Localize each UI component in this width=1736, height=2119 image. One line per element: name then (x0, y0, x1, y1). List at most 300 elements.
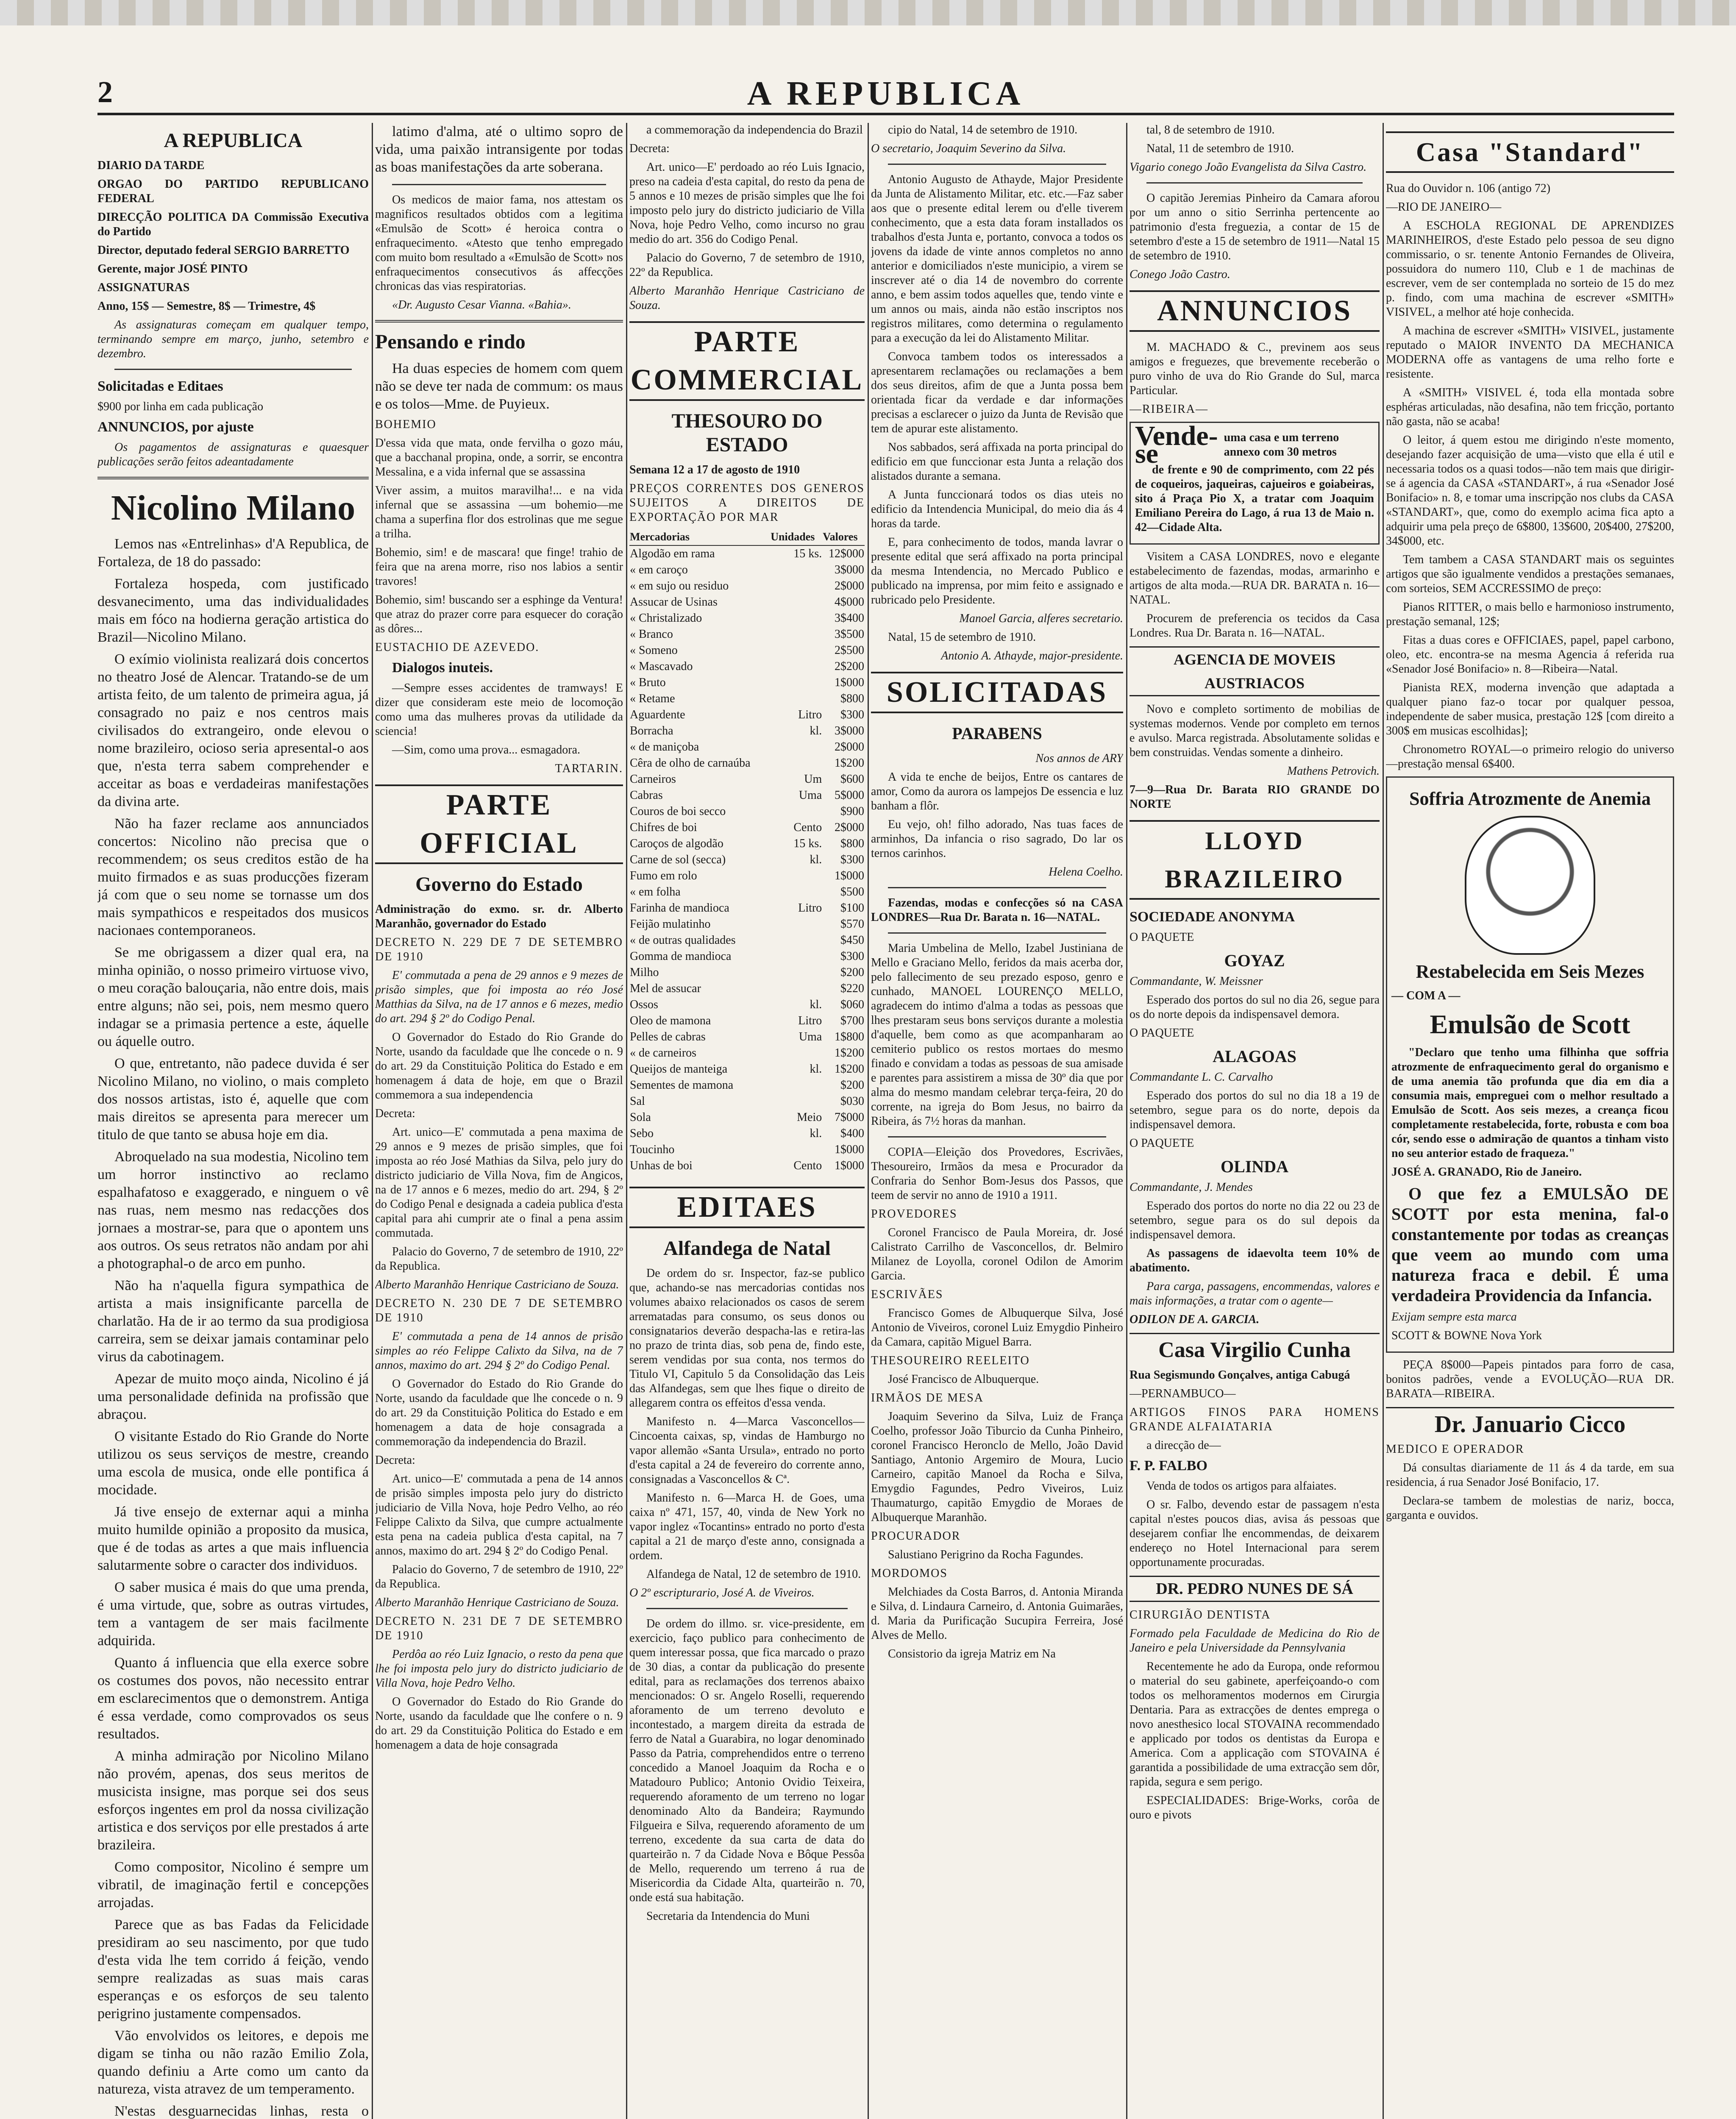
article-paragraph: Já tive ensejo de externar aqui a minha muito humilde opinião a proposito da musica, que é de todas as artes a que mais influencia salutarmente sobre o caracter dos individuos. (97, 1504, 369, 1573)
cell-goods: « Someno (630, 644, 678, 657)
edict-place: Secretaria da Intendencia do Muni (646, 1910, 810, 1923)
cell-value: $030 (840, 1095, 864, 1108)
cell-goods: « Branco (630, 628, 673, 641)
cell-unit: 15 ks. (793, 837, 822, 850)
ship-commander: Commandante L. C. Carvalho (1130, 1071, 1273, 1084)
edict-paragraph: De ordem do sr. Inspector, faz-se publico que, achando-se nas mercadorias contidas nos volumes abaixo relacionados os casos de serem arrematadas para consumo, os seus donos ou consignatarios deverão despacha-las e retira-las no prazo de trinta dias, sob pena de, findo este, serem vendidas por sua conta, nos termos do Titulo VI, Capitulo 5 da Consolidação das Leis das Alfandegas, sem que lhes fique o direito de allegarem contra os effeitos d'essa venda. (629, 1267, 865, 1410)
cell-goods: Algodão em rama (630, 547, 715, 560)
cell-unit (770, 562, 822, 578)
cell-unit: kl. (810, 998, 822, 1011)
cell-value: 3$500 (835, 628, 864, 641)
edict-signature: Manoel Garcia, alferes secretario. (959, 612, 1123, 625)
ad-body: ESPECIALIDADES: Brige-Works, corôa de ouro e pivots (1130, 1794, 1380, 1821)
poem-stanza: Viver assim, a muitos maravilha!... e na vida infernal que se assassina —um bohemio—me chama a superfina flor dos estrolinas que me segue a trilha. (375, 484, 623, 540)
table-row (629, 852, 865, 868)
ad-brand: Emulsão de Scott (1430, 1009, 1630, 1039)
edict-paragraph: De ordem do illmo. sr. vice-presidente, em exercicio, faço publico para conhecimento de quem interessar possa, que fica marcado o prazo de 30 dias, a contar da publicação do presente edital, para as reclamações dos terrenos abaixo mencionados: O sr. Angelo Roselli, requerendo aforamento de um terreno devoluto e incontestado, a margem direita da estrada de ferro de Natal a Guarabira, no logar denominado Passo da Patria, comprehendidos entre o terreno concedido a Manoel Joaquim da Rocha e o Matadouro Publico; Antonio Ovidio Teixeira, requerendo aforamento de um terreno no logar denominado Alto da Bandeira; Raymundo Filgueira e Silva, requerendo aforamento de um terreno, excedente da sua carta de data do quarteirão n. 7 da Cidade Nova e Bôque Pessôa de Mello, requerendo um terreno á rua de Misericordia da Cidade Alta, quarteirão n. 70, onde está sua habitação. (629, 1617, 865, 1904)
table-row (629, 642, 865, 659)
cell-unit (770, 1142, 822, 1158)
column-3 (629, 123, 865, 2119)
poem-author: Helena Coelho. (1049, 865, 1123, 879)
edict-place: cipio do Natal, 14 de setembro de 1910. (888, 123, 1078, 136)
cell-unit: Litro (798, 901, 822, 915)
article-paragraph: Se me obrigassem a dizer qual era, na minha opinião, o nosso primeiro virtuose vivo, o meu coração balouçaria, não entre dois, mais entre alguns; não sei, pois, nem mesmo quero indagar se a primasia pertence a este, áquelle ou áquelle outro. (97, 945, 369, 1049)
cell-value: 1$200 (835, 1062, 864, 1076)
group-heading: PROVEDORES (871, 1207, 957, 1221)
ad-machado: M. MACHADO & C., previnem aos seus amigos e freguezes, que brevemente receberão o puro vinho de uva do Rio Grande do Sul, marca Particular. (1130, 341, 1380, 397)
article-paragraph: O exímio violinista realizará dois concertos no theatro José de Alencar. Tratando-se de um artista feito, de um talento de primeira agua, já consagrado no paiz e nos centros mais civilisados do extrangeiro, onde elevou o nome brazileiro, ocioso seria apresental-o aos que, n'esta terra sabem comprehender e acceitar as boas e verdadeiras manifestações da divina arte. (97, 651, 369, 809)
ad-body: A ESCHOLA REGIONAL DE APRENDIZES MARINHEIROS, d'este Estado pelo pessoa de seu digno commissario, o sr. tenente Antonio Fernandes de Oliveira, possuidora do numero 110, Club e 1 de machinas de escrever, vem de ser contemplada no sorteio de 15 do mez p. findo, com uma machina de escrever «SMITH» VISIVEL, a melhor até hoje conhecida. (1386, 219, 1674, 319)
cell-value: 1$000 (835, 676, 864, 689)
decree-article: Art. unico—E' commutada a pena maxima de 29 annos e 9 mezes de prisão simples, que foi imposta ao réo José Mathias da Silva, pelo jury do districto judiciario de Villa Nova, fim de Angicos, na de 17 annos e 6 mezes, medio do art. 294, § 2º do Codigo Penal e designada a cadeia publica d'esta capital para ahi cumprir ate o final a pena assim commutada. (375, 1126, 623, 1240)
cell-value: $600 (840, 773, 864, 786)
ship-commander: Commandante, W. Meissner (1130, 975, 1263, 988)
cell-goods: Ossos (630, 998, 658, 1011)
poem-stanza: Bohemio, sim! buscando ser a esphinge da Ventura! que atraz do prazer corre para esquecer do coração as dôres... (375, 593, 623, 635)
dialog-title: Dialogos inuteis. (392, 660, 493, 676)
ad-headline: AGENCIA DE MOVEIS AUSTRIACOS (1130, 646, 1380, 696)
ad-address: Rua Segismundo Gonçalves, antiga Cabugá (1130, 1368, 1350, 1382)
table-row (629, 804, 865, 820)
column-4 (871, 123, 1123, 2119)
cell-value: 3$000 (835, 724, 864, 737)
group-heading: MORDOMOS (871, 1567, 948, 1580)
passage-note: Para carga, passagens, encommendas, valores e mais informações, a tratar com o agente— (1130, 1280, 1380, 1307)
cell-unit (770, 626, 822, 642)
cell-goods: Couros de boi secco (630, 805, 726, 818)
edict-paragraph: Convoca tambem todos os interessados a apresentarem reclamações ou reclamações a bem dos seus direitos, afim de que a Junta possa bem orientada ficar da verdade e dar informações precisas a esclarecer o juizo da Junta de Revisão que tem de apurar este alistamento. (871, 350, 1123, 435)
cell-value: 4$000 (835, 595, 864, 609)
cell-goods: Pelles de cabras (630, 1030, 706, 1043)
cell-unit (770, 675, 822, 691)
cell-goods: Aguardente (630, 708, 685, 721)
decree-signature: Alberto Maranhão Henrique Castriciano de Souza. (375, 1596, 619, 1609)
dialog-author: TARTARIN. (555, 762, 623, 775)
names-list: Salustiano Perigrino da Rocha Fagundes. (888, 1548, 1084, 1561)
paper-title: A REPUBLICA (164, 129, 303, 152)
cell-goods: Borracha (630, 724, 673, 737)
decreta-label: Decreta: (375, 1454, 415, 1467)
cell-unit (770, 578, 822, 594)
paper-subtitle: DIARIO DA TARDE (97, 159, 205, 172)
cell-value: 3$400 (835, 612, 864, 625)
director-line: Director, deputado federal SERGIO BARRETTO (97, 244, 350, 257)
edict-place: Natal, 15 de setembro de 1910. (888, 631, 1036, 644)
table-row (629, 659, 865, 675)
section-title: PARTE OFFICIAL (375, 784, 623, 864)
cell-value: $300 (840, 853, 864, 866)
cell-unit (770, 932, 822, 948)
divider (1146, 182, 1363, 184)
article-paragraph: Quanto á influencia que ella exerce sobre os costumes dos povos, não necessito entrar em esclarecimentos que o demonstrem. Antiga é essa verdade, como comprovados os seus resultados. (97, 1655, 369, 1742)
ad-items: ARTIGOS FINOS PARA HOMENS GRANDE ALFAIATARIA (1130, 1406, 1380, 1433)
column-2 (375, 123, 623, 2119)
table-row (629, 981, 865, 997)
table-header: Valores (822, 529, 865, 545)
column-1 (97, 123, 369, 2119)
names-list: José Francisco de Albuquerque. (888, 1373, 1039, 1386)
ad-city: —PERNAMBUCO— (1130, 1387, 1236, 1400)
ad-headline: Vende-se (1135, 420, 1218, 469)
column-rule (1383, 123, 1384, 2119)
decreta-label: Decreta: (629, 142, 670, 155)
cell-unit: kl. (810, 1062, 822, 1076)
cell-value: $400 (840, 1127, 864, 1140)
ads-note: Os pagamentos de assignaturas e quaesquer publicações serão feitos adeantadamente (97, 441, 369, 468)
decree-signature: Alberto Maranhão Henrique Castriciano de Souza. (375, 1278, 619, 1291)
table-row (629, 739, 865, 755)
table-row (629, 916, 865, 932)
poem-author: EUSTACHIO DE AZEVEDO. (375, 641, 540, 654)
cell-unit: Litro (798, 708, 822, 721)
divider (888, 932, 1106, 934)
cell-goods: « Bruto (630, 676, 666, 689)
group-heading: PROCURADOR (871, 1529, 961, 1543)
cell-goods: Carne de sol (secca) (630, 853, 726, 866)
page-number: 2 (97, 75, 113, 109)
names-list: Consistorio da igreja Matriz em Na (888, 1647, 1056, 1660)
cell-unit: Litro (798, 1014, 822, 1027)
table-row (629, 1013, 865, 1029)
ad-body: O leitor, á quem estou me dirigindo n'este momento, desejando fazer acquisição de uma—visto que ella é util e necessaria todos os a quasi todos—não tem mais que dirigir-se á agencia da CASA «STANDART», á rua «Senador José Bonifacio» n. 8, e tomar uma inscripção nos clubs da CASA «STANDART», que, como do exemplo acima fica apto a adquirir uma pela preço de 6$800, 13$600, 20$400, 27$200, 34$000, etc. (1386, 434, 1674, 548)
cell-unit (770, 594, 822, 610)
edict-paragraph: Manifesto n. 4—Marca Vasconcellos—Cincoenta caixas, sp, vindas de Hamburgo no vapor allemão «Santa Ursula», entrado no porto d'esta capital a 24 de fevereiro do corrente anno, consignadas a Vasconcellos & Cª. (629, 1415, 865, 1486)
table-header: Mercadorias (629, 529, 770, 545)
edict-paragraph: Manifesto n. 6—Marca H. de Goes, uma caixa nº 471, 157, 40, vinda de New York no vapor inglez «Tocantins» entrado no porto d'esta capital a 21 de março d'este anno, consignada a ordem. (629, 1491, 865, 1562)
divider (392, 184, 606, 185)
ad-testimonial-signature: JOSÉ A. GRANADO, Rio de Janeiro. (1391, 1165, 1582, 1179)
cell-unit: Um (804, 773, 822, 786)
cell-unit (770, 884, 822, 900)
table-row (629, 1093, 865, 1110)
cell-unit (770, 1045, 822, 1061)
cell-goods: Fumo em rolo (630, 869, 697, 882)
divider (646, 1608, 848, 1609)
scan-top-edge (0, 0, 1736, 25)
ad-headline: Casa "Standard" (1386, 131, 1674, 173)
table-row (629, 884, 865, 900)
cell-unit (770, 1077, 822, 1093)
article-paragraph: N'estas desguarnecidas linhas, resta o (114, 2103, 369, 2119)
ad-casa-londres: Procurem de preferencia os tecidos da Casa Londres. Rua Dr. Barata n. 16—NATAL. (1130, 612, 1380, 640)
cell-value: 7$000 (835, 1111, 864, 1124)
decree-place: Palacio do Governo, 7 de setembro de 1910, 22º da Republica. (629, 251, 865, 279)
section-title: EDITAES (629, 1187, 865, 1228)
ad-body: Novo e completo sortimento de mobilias de systemas modernos. Vende por completo em ternos e avulso. Marca registrada. Absolutamente solidas e bem construidas. Vendas somente a dinheiro. (1130, 703, 1380, 759)
ad-body: Pianos RITTER, o mais bello e harmonioso instrumento, prestação semanal, 12$; (1386, 601, 1674, 628)
poem-stanza: Bohemio, sim! e de mascara! que finge! trahio de feira que na arena morre, riso nos labios a sentir travores! (375, 546, 623, 588)
table-row (629, 900, 865, 916)
ad-testimonial: "Declaro que tenho uma filhinha que soffria atrozmente de enfraquecimento geral do organismo e de uma anemia tão profunda que dia em dia a consumia mais, empreguei com o melhor resultado a Emulsão de Scott. Aos seis mezes, a creança ficou completamente restabelecida, forte, robusta e com boa cór, sendo esse o admiração de quantos a tinham visto no seu anterior estado de fraqueza." (1391, 1046, 1669, 1160)
column-rule (1126, 123, 1127, 2119)
article-title: Nicolino Milano (111, 488, 356, 528)
administration-line: Administração do exmo. sr. dr. Alberto Maranhão, governador do Estado (375, 903, 623, 930)
table-row (629, 691, 865, 707)
table-row (629, 1077, 865, 1093)
cell-value: 1$200 (835, 756, 864, 770)
ad-subhead: Formado pela Faculdade de Medicina do Rio de Janeiro e pela Universidade da Pennsylvania (1130, 1627, 1380, 1655)
cell-unit (770, 965, 822, 981)
cell-goods: Cêra de olho de carnaúba (630, 756, 751, 770)
cell-unit (770, 804, 822, 820)
ship-label: O PAQUETE (1130, 1026, 1194, 1040)
ad-connector: — COM A — (1391, 989, 1461, 1002)
section-title: PARTE COMMERCIAL (629, 321, 865, 401)
table-row (629, 868, 865, 884)
column-rule (868, 123, 869, 2119)
article-paragraph: Vão envolvidos os leitores, e depois me digam se tinha ou não razão Emilio Zola, quando definiu a Arte como um canto da natureza, vista atravez de um temperamento. (97, 2028, 369, 2097)
ad-subhead: SOCIEDADE ANONYMA (1130, 909, 1295, 925)
cell-value: 1$000 (835, 1159, 864, 1172)
cell-unit: Cento (793, 1159, 822, 1172)
decree-body: O Governador do Estado do Rio Grande do Norte, usando da faculdade que lhe concede o n. 9 do art. 29 da Constituição Politica do Estado e em homenagem á data de hoje, em que o Brazil commemora a sua independencia (375, 1031, 623, 1101)
decree-body: O Governador do Estado do Rio Grande do Norte, usando da faculdade que lhe concede o n. 9 do art. 29 da Constituição Politica do Estado e em homenagem a data de hoje consagrada a commemoração da independencia do Brazil. (375, 1377, 623, 1448)
notice-place: Natal, 11 de setembro de 1910. (1146, 142, 1294, 155)
edict-signature: O secretario, Joaquim Severino da Silva. (871, 142, 1066, 155)
cell-value: $200 (840, 966, 864, 979)
decree-summary: E' commutada a pena de 29 annos e 9 mezes de prisão simples, que foi imposta ao réo José Matthias da Silva, na de 17 annos e 6 mezes, medio do art. 294 § 2º do Codigo Penal. (375, 969, 623, 1025)
divider (375, 320, 623, 323)
decree-title: DECRETO N. 229 DE 7 DE SETEMBRO DE 1910 (375, 936, 623, 963)
article-paragraph: O saber musica é mais do que uma prenda, é uma virtude, que, sobre as outras virtudes, tem a vantagem de ser mais facilmente adquirida. (97, 1580, 369, 1649)
cell-goods: « de carneiros (630, 1046, 697, 1060)
names-list: Melchiades da Costa Barros, d. Antonia Miranda e Silva, d. Lindaura Carneiro, d. Antonia Guimarães, d. Maria da Purificação Sucupira Ferreira, José Alves de Mello. (871, 1585, 1123, 1642)
cell-unit (770, 755, 822, 771)
ad-headline: Soffria Atrozmente de Anemia (1409, 788, 1651, 809)
cell-goods: Unhas de boi (630, 1159, 693, 1172)
edict-paragraph: Nos sabbados, será affixada na porta principal do edificio em que funccionar esta Junta a relação dos alistados durante a semana. (871, 441, 1123, 483)
names-list: Francisco Gomes de Albuquerque Silva, José Antonio de Viveiros, coronel Luiz Emygdio Pinheiro da Camara, capitão Miguel Barra. (871, 1307, 1123, 1349)
ad-casa-londres: Fazendas, modas e confecções só na CASA LONDRES—Rua Dr. Barata n. 16—NATAL. (871, 896, 1123, 924)
notice-place: tal, 8 de setembro de 1910. (1146, 123, 1275, 136)
ad-note: Exijam sempre esta marca (1391, 1310, 1517, 1324)
ad-district: —RIBEIRA— (1130, 403, 1208, 416)
article-paragraph: O que, entretanto, não padece duvida é ser Nicolino Milano, no violino, o mais completo dos nossos artistas, isto é, aquelle que com mais direitos se apresenta para merecer um titulo de que tanto se abusa hoje em dia. (97, 1056, 369, 1143)
table-row (629, 1126, 865, 1142)
cell-goods: « em folha (630, 885, 681, 898)
cell-goods: Assucar de Usinas (630, 595, 718, 609)
cell-goods: « Christalizado (630, 612, 702, 625)
ads-head-2: ANNUNCIOS, por ajuste (97, 419, 254, 435)
group-heading: ESCRIVÃES (871, 1288, 943, 1301)
section-title: SOLICITADAS (871, 672, 1123, 713)
ship-schedule: Esperado dos portos do sul no dia 26, segue para os do norte depois da indispensavel demora. (1130, 993, 1380, 1021)
ad-body: Dá consultas diariamente de 11 ás 4 da tarde, em sua residencia, á rua Senador José Bonifacio, 17. (1386, 1461, 1674, 1489)
subscriptions-prices: Anno, 15$ — Semestre, 8$ — Trimestre, 4$ (97, 300, 316, 313)
cell-value: $200 (840, 1079, 864, 1092)
cell-goods: Toucinho (630, 1143, 675, 1156)
ad-subline: uma casa e um terreno annexo com 30 metros (1224, 431, 1339, 459)
cell-goods: Mel de assucar (630, 982, 701, 995)
ship-name: OLINDA (1220, 1157, 1289, 1176)
article-paragraph: O visitante Estado do Rio Grande do Norte utilizou os seus serviços de mestre, creando uma escola de musica, onde elle pontifica á mocidade. (97, 1429, 369, 1498)
ad-body: Venda de todos os artigos para alfaiates. (1146, 1479, 1337, 1493)
table-row (629, 594, 865, 610)
paper-subtitle: ORGAO DO PARTIDO REPUBLICANO FEDERAL (97, 178, 369, 205)
table-row (629, 1142, 865, 1158)
testimonial-signature: «Dr. Augusto Cesar Vianna. «Bahia». (392, 298, 571, 311)
cell-value: 2$000 (835, 821, 864, 834)
cell-goods: Chifres de boi (630, 821, 697, 834)
ship-schedule: Esperado dos portos do sul no dia 18 a 19 de setembro, segue para os do norte, depois da indispensavel demora. (1130, 1089, 1380, 1131)
cell-goods: « em sujo ou residuo (630, 579, 729, 592)
decreta-label: Decreta: (375, 1107, 415, 1120)
ship-name: ALAGOAS (1213, 1047, 1296, 1066)
ad-casa-londres: Visitem a CASA LONDRES, novo e elegante estabelecimento de fazendas, modas, armarinho e artigos de alta moda.—RUA DR. BARATA n. 16—NATAL. (1130, 550, 1380, 606)
group-heading: IRMÃOS DE MESA (871, 1391, 984, 1404)
ad-body: Fitas a duas cores e OFFICIAES, papel, papel carbono, oleo, etc. encontra-se na mesma Agencia á referida rua «Senador José Bonifacio» n. 8—Ribeira—Natal. (1386, 634, 1674, 676)
ad-director: F. P. FALBO (1130, 1458, 1207, 1474)
ad-headline: LLOYD BRAZILEIRO (1130, 820, 1380, 900)
agent-name: ODILON DE A. GARCIA. (1130, 1313, 1260, 1326)
divider (888, 887, 1106, 888)
thanks-notice: Maria Umbelina de Mello, Izabel Justiniana de Mello e Graciano Mello, feridos da mais acerba dor, pelo fallecimento de seu prezado esposo, genro e cunhado, MANOEL LOURENÇO MELLO, agradecem do intimo d'alma a todas as pessoas que lhes prestaram seus bons serviços durante a molestia d'aquelle, bem como as que acompanharam ao cemiterio publico os restos mortaes do mesmo finado e convidam a todas as pessoas de sua amisade e parentes para assistirem a missa de 30º dia que por alma do mesmo mandam celebrar terça-feira, 20 do corrente, na igreja do Bom Jesus, no bairro da Ribeira, ás 7½ horas da manhan. (871, 942, 1123, 1128)
ad-body: A machina de escrever «SMITH» VISIVEL, justamente reputado o MAIOR INVENTO DA MECHANICA MODERNA offe as vantagens de uma relho forte e resistente. (1386, 324, 1674, 381)
article-paragraph: Como compositor, Nicolino é sempre um vibratil, de imaginação fertil e concepções arrojadas. (97, 1859, 369, 1910)
cell-value: 2$000 (835, 740, 864, 754)
ad-headline: Restabelecida em Seis Mezes (1416, 961, 1644, 982)
poem-stanza: Eu vejo, oh! filho adorado, Nas tuas faces de arminhos, Da infancia o riso sagrado, Do lar os ternos carinhos. (871, 818, 1123, 860)
cell-goods: « de maniçoba (630, 740, 699, 754)
notice-signature: Conego João Castro. (1130, 268, 1230, 281)
cell-goods: Carneiros (630, 773, 676, 786)
cell-value: $700 (840, 1014, 864, 1027)
cell-unit (770, 948, 822, 965)
section-subtitle: THESOURO DO ESTADO (671, 410, 823, 456)
edict-paragraph: E, para conhecimento de todos, manda lavrar o presente edital que será affixado na porta principal da mesma Intendencia, no Mercado Publico e publicado na imprensa, por mim feito e assignado e rubricado pelo Presidente. (871, 536, 1123, 606)
column-rule (626, 123, 627, 2119)
cell-value: $570 (840, 918, 864, 931)
decree-place: Palacio do Governo, 7 de setembro de 1910, 22º da Republica. (375, 1563, 623, 1591)
article-paragraph: Abroquelado na sua modestia, Nicolino tem um horror instinctivo ao reclamo espalhafatoso e exaggerado, e ninguem o vê nas ruas, nem mesmo nas redacções dos jornaes a mostrar-se, para que o apontem uns aos outros. Os seus retratos não andam por ahi a photographal-o de arco em punho. (97, 1149, 369, 1271)
table-row (629, 723, 865, 739)
article-paragraph: Não ha n'aquella figura sympathica de artista a mais insignificante parcella de charlatão. Ha de ir ao termo da sua prodigiosa carreira, sem se deixar jamais contaminar pelo virus da cabotinagem. (97, 1278, 369, 1365)
cell-goods: Sementes de mamona (630, 1079, 734, 1092)
ads-head: Solicitadas e Editaes (97, 378, 223, 394)
names-list: Joaquim Severino da Silva, Luiz de França Coelho, professor João Tiburcio da Cunha Pinheiro, coronel Francisco Heronclo de Mello, João David Santiago, Antonio Argemiro de Moura, Lucio Carneiro, capitão Manoel da Rocha e Silva, Emygdio Fagundes, Pedro Viveiros, Luiz Thaumaturgo, capitão Emygdio de Moraes de Albuquerque Maranhão. (871, 1410, 1123, 1524)
table-row (629, 948, 865, 965)
election-notice: COPIA—Eleição dos Provedores, Escrivães, Thesoureiro, Irmãos da mesa e Procurador da Confraria do Senhor Bom-Jesus dos Passos, que teem de servir no anno de 1910 a 1911. (871, 1146, 1123, 1202)
subscriptions-note: As assignaturas começam em qualquer tempo, terminando sempre em março, junho, setembro e dezembro. (97, 318, 369, 360)
ad-evolucao: PEÇA 8$000—Papeis pintados para forro de casa, bonitos padrões, vende a EVOLUÇÃO—RUA DR. BARATA—RIBEIRA. (1386, 1358, 1674, 1400)
edict-place: Alfandega de Natal, 12 de setembro de 1910. (646, 1568, 861, 1581)
cell-value: 12$000 (829, 547, 864, 560)
table-row (629, 1158, 865, 1174)
ship-label: O PAQUETE (1130, 931, 1194, 944)
table-row (629, 1029, 865, 1045)
table-row (629, 836, 865, 852)
cell-value: $800 (840, 837, 864, 850)
ad-headline: DR. PEDRO NUNES DE SÁ (1130, 1576, 1380, 1602)
cell-goods: Sal (630, 1095, 645, 1108)
cell-unit (770, 691, 822, 707)
cell-value: $100 (840, 901, 864, 915)
ad-signature: Mathens Petrovich. (1287, 765, 1380, 778)
table-row (629, 562, 865, 578)
article-paragraph: Parece que as bas Fadas da Felicidade presidiram ao seu nascimento, por que tudo d'esta vida lhe tem corrido á feição, vendo sempre realizadas as suas mais caras esperanças e os esforços de seu talento perigrino justamente compensados. (97, 1917, 369, 2022)
subscriptions-head: ASSIGNATURAS (97, 281, 190, 294)
scott-testimonial: Os medicos de maior fama, nos attestam os magnificos resultados obtidos com a legitima «Emulsão de Scott» é heroica contra o enfraquecimento. «Atesto que tenho empregado com muito bom resultado a «Emulsão de Scott» nos enfraquecimentos consecutivos ás affecções chronicas das vias respiratorias. (375, 193, 623, 293)
cell-goods: « de outras qualidades (630, 934, 736, 947)
week-line: Semana 12 a 17 de agosto de 1910 (629, 463, 800, 476)
table-row (629, 675, 865, 691)
notice-paragraph: O capitão Jeremias Pinheiro da Camara aforou por um anno o sitio Serrinha pertencente ao patrimonio d'esta freguezia, a contar de 15 de setembro d'este a 15 de setembro de 1911—Natal 15 de setembro de 1910. (1130, 192, 1380, 262)
table-row (629, 771, 865, 787)
cell-unit (770, 642, 822, 659)
newspaper-title: A REPUBLICA (747, 75, 1025, 112)
dialog-line: —Sim, como uma prova... esmagadora. (392, 743, 581, 756)
cell-unit: Uma (798, 1030, 822, 1043)
cell-value: 3$000 (835, 563, 864, 576)
poem-stanza: D'essa vida que mata, onde fervilha o gozo máu, que a bacchanal propina, onde, a sorrir, se encontra Messalina, e a vida infernal que se assassina (375, 437, 623, 478)
poem-title: BOHEMIO (375, 418, 437, 431)
table-row (629, 610, 865, 626)
poem-stanza: A vida te enche de beijos, Entre os cantares de amor, Como da aurora os lampejos De essencia e luz banham a flôr. (871, 770, 1123, 812)
cell-goods: Farinha de mandioca (630, 901, 729, 915)
cell-value: 5$000 (835, 789, 864, 802)
article-paragraph: Não ha fazer reclame aos annunciados concertos: Nicolino não precisa que o recommendem; os seus creditos estão de ha muito firmados e as suas producções fizeram já com que o seu nome se tornasse um dos mais sympathicos e respeitados dos musicos nacionaes contemporaneos. (97, 816, 369, 938)
table-row (629, 707, 865, 723)
table-row (629, 578, 865, 594)
divider (97, 477, 369, 479)
decree-place: Palacio do Governo, 7 de setembro de 1910, 22º da Republica. (375, 1245, 623, 1273)
cell-unit (770, 868, 822, 884)
cell-unit (770, 1093, 822, 1110)
ad-direction: a direcção de— (1146, 1439, 1221, 1452)
ad-body: O sr. Falbo, devendo estar de passagem n'esta capital n'estes poucos dias, avisa ás pessoas que desejarem confiar lhe encommendas, de deixarem endereço no Hotel Internacional para serem opportunamente procuradas. (1130, 1498, 1380, 1569)
cell-unit: kl. (810, 724, 822, 737)
decree-article: Art. unico—E' perdoado ao réo Luis Ignacio, preso na cadeia d'esta capital, do resto da pena de 5 annos e 10 mezes de prisão simples que lhe foi imposto pelo jury do districto judiciario de Villa Nova, hoje Pedro Velho, como incurso no grau medio do art. 356 do Codigo Penal. (629, 161, 865, 246)
ad-address: Rua do Ouvidor n. 106 (antigo 72) (1386, 182, 1551, 195)
price-table (629, 529, 865, 1174)
ad-body: Pianista REX, moderna invenção que adaptada a qualquer piano faz-o tocar por qualquer pessoa, independente de saber musica, prestação 12$ [com direito a 300$ em musicas escolhidas]; (1386, 681, 1674, 737)
cell-value: 1$000 (835, 869, 864, 882)
decree-body: a commemoração da independencia do Brazil (646, 123, 863, 136)
table-row (629, 755, 865, 771)
ad-body: Tem tambem a CASA STANDART mais os seguintes artigos que são igualmente vendidos a prestações semanaes, com sorteios, SEM ACCRESSIMO de preço: (1386, 553, 1674, 595)
cell-goods: Milho (630, 966, 659, 979)
cell-value: 2$000 (835, 579, 864, 592)
article-paragraph: Fortaleza hospeda, com justificado desvanecimento, uma das individualidades mais em fóco na hodierna geração artistica do Brazil—Nicolino Milano. (97, 576, 369, 645)
cell-value: $300 (840, 708, 864, 721)
table-row (629, 626, 865, 642)
cell-unit: kl. (810, 1127, 822, 1140)
cell-value: $060 (840, 998, 864, 1011)
ship-schedule: Esperado dos portos do norte no dia 22 ou 23 de setembro, segue para os do sul depois da indispensavel demora. (1130, 1199, 1380, 1241)
edict-paragraph: A Junta funccionará todos os dias uteis no edificio da Intendencia Municipal, do meio dia ás 4 horas da tarde. (871, 488, 1123, 530)
ad-city: —RIO DE JANEIRO— (1386, 200, 1502, 214)
table-row (629, 820, 865, 836)
dialog-line: —Sempre esses accidentes de tramways! E dizer que consideram este meio de locomoção como uma das mulheres provas da utilidade da sciencia! (375, 681, 623, 738)
ship-label: O PAQUETE (1130, 1137, 1194, 1150)
names-list: Coronel Francisco de Paula Moreira, dr. José Calistrato Carrilho de Vasconcellos, dr. Belmiro Milanez de Loyolla, coronel Odilon de Amorim Garcia. (871, 1226, 1123, 1282)
edict-signature: Antonio A. Athayde, major-presidente. (941, 649, 1123, 662)
section-title: ANNUNCIOS (1130, 290, 1380, 332)
article-paragraph: Lemos nas «Entrelinhas» d'A Republica, de Fortaleza, de 18 do passado: (97, 536, 369, 570)
table-row (629, 997, 865, 1013)
ad-body: Chronometro ROYAL—o primeiro relogio do universo—prestação mensal 6$400. (1386, 743, 1674, 770)
table-row (629, 787, 865, 804)
decree-title: DECRETO N. 230 DE 7 DE SETEMBRO DE 1910 (375, 1297, 623, 1324)
cell-goods: « Retame (630, 692, 675, 705)
cell-unit: Cento (793, 821, 822, 834)
ad-body: A «SMITH» VISIVEL é, toda ella montada sobre esphéras articuladas, não desafina, não tem fricção, portanto não gasta, não se acaba! (1386, 386, 1674, 428)
poem-dedication: Nos annos de ARY (1035, 752, 1123, 765)
ship-name: GOYAZ (1224, 951, 1285, 970)
article-paragraph: latimo d'alma, até o ultimo sopro de vida, uma paixão intransigente por todas as boas manifestações da arte soberana. (375, 124, 623, 175)
manager-line: Gerente, major JOSÉ PINTO (97, 262, 248, 275)
paper-subtitle: DIRECÇÃO POLITICA DA Commissão Executiva do Partido (97, 211, 369, 238)
